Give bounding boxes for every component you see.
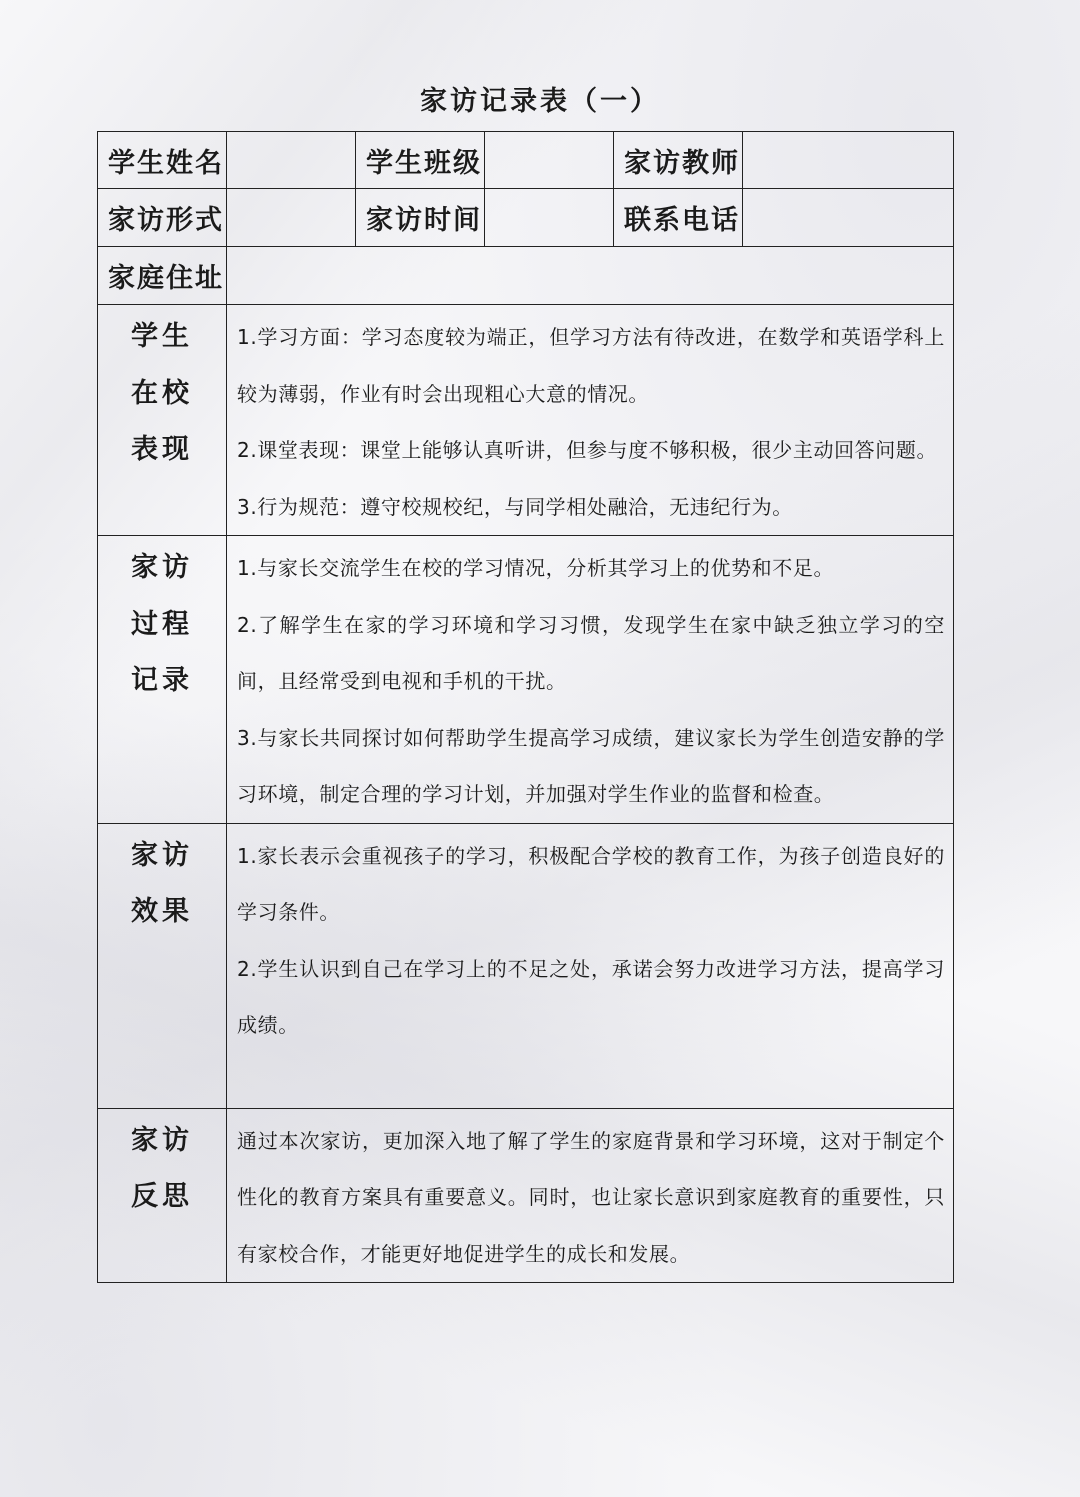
process-label: 家访 过程 记录 xyxy=(98,536,227,824)
effect-paragraph: 1.家长表示会重视孩子的学习，积极配合学校的教育工作，为孩子创造良好的学习条件。 xyxy=(237,843,945,924)
student-class-label: 学生班级 xyxy=(356,132,485,189)
performance-section xyxy=(98,305,954,536)
performance-paragraph: 2.课堂表现：课堂上能够认真听讲，但参与度不够积极，很少主动回答问题。 xyxy=(237,438,938,462)
reflection-content xyxy=(227,1108,954,1283)
student-name-label: 学生姓名 xyxy=(98,132,227,189)
reflection-section xyxy=(98,1108,954,1283)
home-address-field[interactable] xyxy=(227,247,954,305)
performance-content xyxy=(227,305,954,536)
visiting-teacher-field[interactable] xyxy=(743,132,954,189)
student-class-field[interactable] xyxy=(485,132,614,189)
visit-form-field[interactable] xyxy=(227,189,356,247)
performance-paragraph: 3.行为规范：遵守校规校纪，与同学相处融洽，无违纪行为。 xyxy=(237,494,793,519)
visit-time-field[interactable] xyxy=(485,189,614,247)
home-address-label: 家庭住址 xyxy=(98,247,227,305)
visit-form-label: 家访形式 xyxy=(98,189,227,247)
performance-label: 学生 在校 表现 xyxy=(98,305,227,536)
reflection-label: 家访 反思 xyxy=(98,1108,227,1283)
process-content xyxy=(227,536,954,824)
effect-label: 家访 效果 xyxy=(98,823,227,1108)
reflection-paragraph: 通过本次家访，更加深入地了解了学生的家庭背景和学习环境，这对于制定个性化的教育方案具有重要意义。同时，也让家长意识到家庭教育的重要性，只有家校合作，才能更好地促进学生的成长和发展。 xyxy=(237,1128,945,1266)
contact-phone-field[interactable] xyxy=(743,189,954,247)
process-paragraph: 2.了解学生在家的学习环境和学习习惯，发现学生在家中缺乏独立学习的空间，且经常受到电视和手机的干扰。 xyxy=(237,612,945,693)
home-visit-record-table xyxy=(97,131,954,1283)
effect-section xyxy=(98,823,954,1108)
process-section xyxy=(98,536,954,824)
visit-time-label: 家访时间 xyxy=(356,189,485,247)
page-title: 家访记录表（一） xyxy=(420,86,660,117)
performance-paragraph: 1.学习方面：学习态度较为端正，但学习方法有待改进，在数学和英语学科上较为薄弱，作业有时会出现粗心大意的情况。 xyxy=(237,325,945,406)
visiting-teacher-label: 家访教师 xyxy=(614,132,743,189)
info-row-2 xyxy=(98,189,954,247)
info-row-3 xyxy=(98,247,954,305)
effect-paragraph: 2.学生认识到自己在学习上的不足之处，承诺会努力改进学习方法，提高学习成绩。 xyxy=(237,956,945,1037)
process-paragraph: 3.与家长共同探讨如何帮助学生提高学习成绩，建议家长为学生创造安静的学习环境，制定合理的学习计划，并加强对学生作业的监督和检查。 xyxy=(237,725,945,806)
info-row-1 xyxy=(98,132,954,189)
process-paragraph: 1.与家长交流学生在校的学习情况，分析其学习上的优势和不足。 xyxy=(237,556,835,580)
effect-content xyxy=(227,823,954,1108)
contact-phone-label: 联系电话 xyxy=(614,189,743,247)
student-name-field[interactable] xyxy=(227,132,356,189)
